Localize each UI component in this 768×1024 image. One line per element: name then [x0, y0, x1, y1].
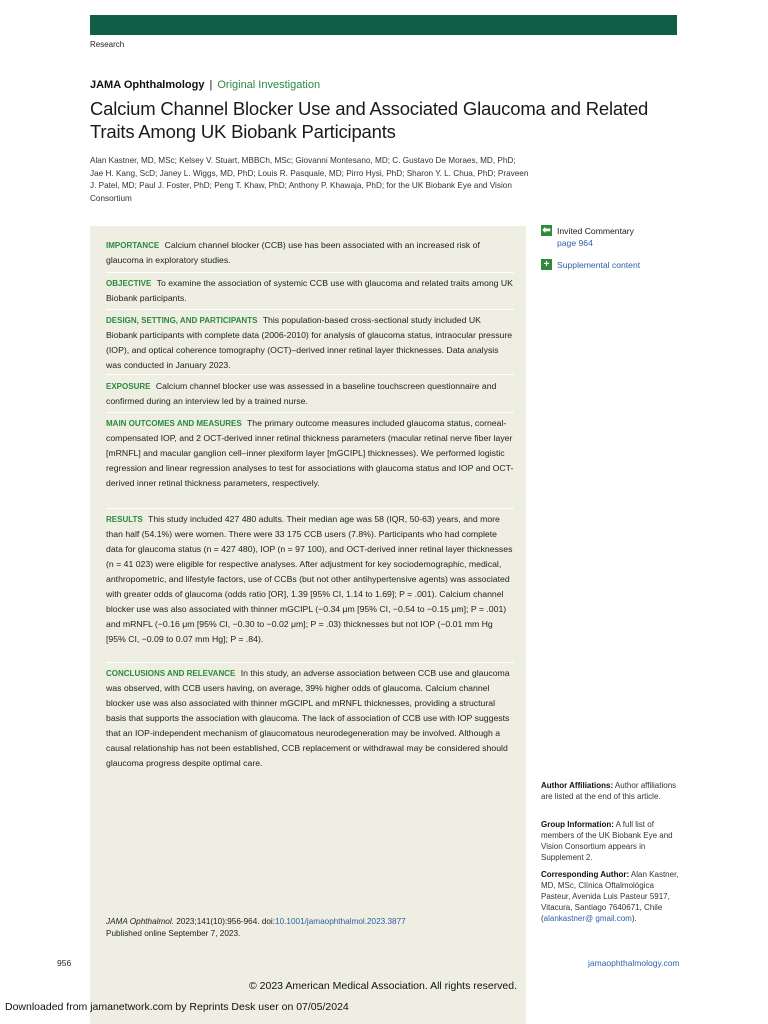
article-title: Calcium Channel Blocker Use and Associated Glaucoma and Related Traits Among UK Biobank Participants [90, 98, 649, 142]
abstract-results [106, 512, 514, 647]
abstract-conclusions [106, 666, 514, 771]
commentary-page[interactable]: page 964 [557, 238, 593, 248]
copyright: © 2023 American Medical Association. All rights reserved. [249, 980, 518, 992]
section-text: This study included 427 480 adults. Their median age was 58 (IQR, 50-63) years, and more than half (54.1%) were women. There were 33 175 CCB users (7.8%). Participants who had complete data for glaucoma status (n = 427 480), IOP (n = 97 100), and OCT-derived inner retinal layer thicknesses (n = 41 023) were eligible for respective analyses. After adjustment for key sociodemographic, medical, anthropometric, and lifestyle factors, use of CCBs (but not other antihypertensive agents) was associated with greater odds of glaucoma (odds ratio [OR], 1.39 [95% CI, 1.14 to 1.69]; P = .001). Calcium channel blocker use was also associated with thinner mGCIPL (−0.34 μm [95% CI, −0.54 to −0.15 μm]; P = .001) and mRNFL (−0.16 μm [95% CI, −0.30 to −0.02 μm]; P = .03) thicknesses but not IOP (−0.01 mm Hg [95% CI, −0.09 to 0.07 mm Hg]; P = .84). [106, 514, 513, 644]
section-divider [106, 309, 514, 310]
section-divider [106, 508, 514, 509]
group-information [541, 819, 681, 863]
section-divider [106, 662, 514, 663]
author-affiliations [541, 780, 681, 802]
site-link[interactable]: jamaophthalmology.com [588, 958, 680, 968]
brand-bar [90, 15, 677, 35]
reply-arrow-icon: ⬅ [542, 225, 551, 236]
abstract-design [106, 313, 514, 373]
abstract-exposure [106, 379, 514, 409]
citation [106, 916, 506, 939]
supplemental-label[interactable]: Supplemental content [557, 260, 641, 270]
journal-abbrev: JAMA Ophthalmol. [106, 917, 174, 926]
journal-line [90, 79, 320, 91]
section-label: Research [90, 40, 125, 49]
supplemental-content-link[interactable] [541, 259, 641, 271]
section-text: To examine the association of systemic CCB use with glaucoma and related traits among UK Biobank participants. [106, 278, 513, 303]
abstract-importance [106, 238, 514, 268]
plus-icon: + [541, 259, 552, 270]
commentary-text [557, 225, 687, 249]
group-text: A full list of members of the UK Biobank Eye and Vision Consortium appears in Supplement 2. [541, 820, 673, 862]
section-heading: RESULTS [106, 515, 143, 524]
page-number: 956 [57, 958, 72, 968]
section-text: In this study, an adverse association between CCB use and glaucoma was observed, with CCB users having, on average, 39% higher odds of glaucoma. Calcium channel blocker use was also associated with thinner mGCIPL and mRNFL thicknesses, providing a structural basis that supports the association with glaucoma. The lack of association of CCB use with IOP suggests that an IOP-independent mechanism of glaucomatous neurodegeneration may be involved. Although a causal relationship has not been established, CCB replacement or withdrawal may be considered should glaucoma progress despite optimal care. [106, 668, 510, 768]
section-text: Calcium channel blocker (CCB) use has been associated with an increased risk of glaucoma in exploratory studies. [106, 240, 480, 265]
author-list: Alan Kastner, MD, MSc; Kelsey V. Stuart, MBBCh, MSc; Giovanni Montesano, MD; C. Gustavo De Moraes, MD, PhD; Jae H. Kang, ScD; Janey L. Wiggs, MD, PhD; Louis R. Pasquale, MD; Pirro Hysi, PhD; Sharon Y. L. Chua, PhD; Praveen J. Patel, MD; Paul J. Foster, PhD; Peng T. Khaw, PhD; Anthony P. Khawaja, PhD; for the UK Biobank Eye and Vision Consortium [90, 156, 529, 203]
section-heading: OBJECTIVE [106, 279, 152, 288]
section-text: Calcium channel blocker use was assessed in a baseline touchscreen questionnaire and confirmed during an interview led by a trained nurse. [106, 381, 497, 406]
abstract-objective [106, 276, 514, 306]
section-text: The primary outcome measures included glaucoma status, corneal-compensated IOP, and 2 OCT-derived inner retinal thickness parameters (macular retinal nerve fiber layer [mRNFL] and macular ganglion cell–inner plexiform layer [mGCIPL] thicknesses). We performed logistic regression and linear regression analyses to test for associations with glaucoma status and IOP and OCT-derived inner retinal thickness parameters, respectively. [106, 418, 514, 488]
section-heading: CONCLUSIONS AND RELEVANCE [106, 669, 236, 678]
abstract-box [90, 226, 526, 1024]
doi-link[interactable]: 10.1001/jamaophthalmol.2023.3877 [275, 917, 406, 926]
article-type: Original Investigation [217, 79, 321, 91]
section-heading: DESIGN, SETTING, AND PARTICIPANTS [106, 316, 258, 325]
section-heading: MAIN OUTCOMES AND MEASURES [106, 419, 242, 428]
citation-line [106, 916, 506, 928]
corresponding-text: Alan Kastner, MD, MSc, Clínica Oftalmológica Pasteur, Avenida Luis Pasteur 5917, Vitacura, Santiago 7640671, Chile ( [541, 870, 679, 923]
corresponding-end: ). [631, 914, 637, 923]
commentary-label: Invited Commentary [557, 226, 634, 236]
email-link[interactable]: alankastner@ gmail.com [543, 914, 632, 923]
section-heading: IMPORTANCE [106, 241, 160, 250]
affil-heading: Author Affiliations: [541, 781, 614, 790]
publication-date: Published online September 7, 2023. [106, 928, 241, 938]
journal-separator: | [209, 79, 213, 91]
section-divider [106, 412, 514, 413]
invited-commentary-link[interactable] [541, 225, 634, 248]
affil-text: Author affiliations are listed at the end of this article. [541, 781, 677, 801]
section-text: This population-based cross-sectional study included UK Biobank participants with complete data (2006-2010) for analysis of glaucoma status, intraocular pressure (IOP), and optical coherence tomography (OCT)–derived inner retinal layer thicknesses. Data analysis was conducted in January 2023. [106, 315, 513, 370]
section-divider [106, 374, 514, 375]
corresponding-heading: Corresponding Author: [541, 870, 630, 879]
corresponding-author [541, 869, 681, 924]
citation-details: 2023;141(10):956-964. doi: [176, 917, 276, 926]
section-divider [106, 272, 514, 273]
journal-name: JAMA Ophthalmology [90, 79, 205, 91]
group-heading: Group Information: [541, 820, 614, 829]
download-notice: Downloaded from jamanetwork.com by Reprints Desk user on 07/05/2024 [5, 1001, 349, 1013]
abstract-outcomes [106, 416, 514, 491]
section-heading: EXPOSURE [106, 382, 151, 391]
